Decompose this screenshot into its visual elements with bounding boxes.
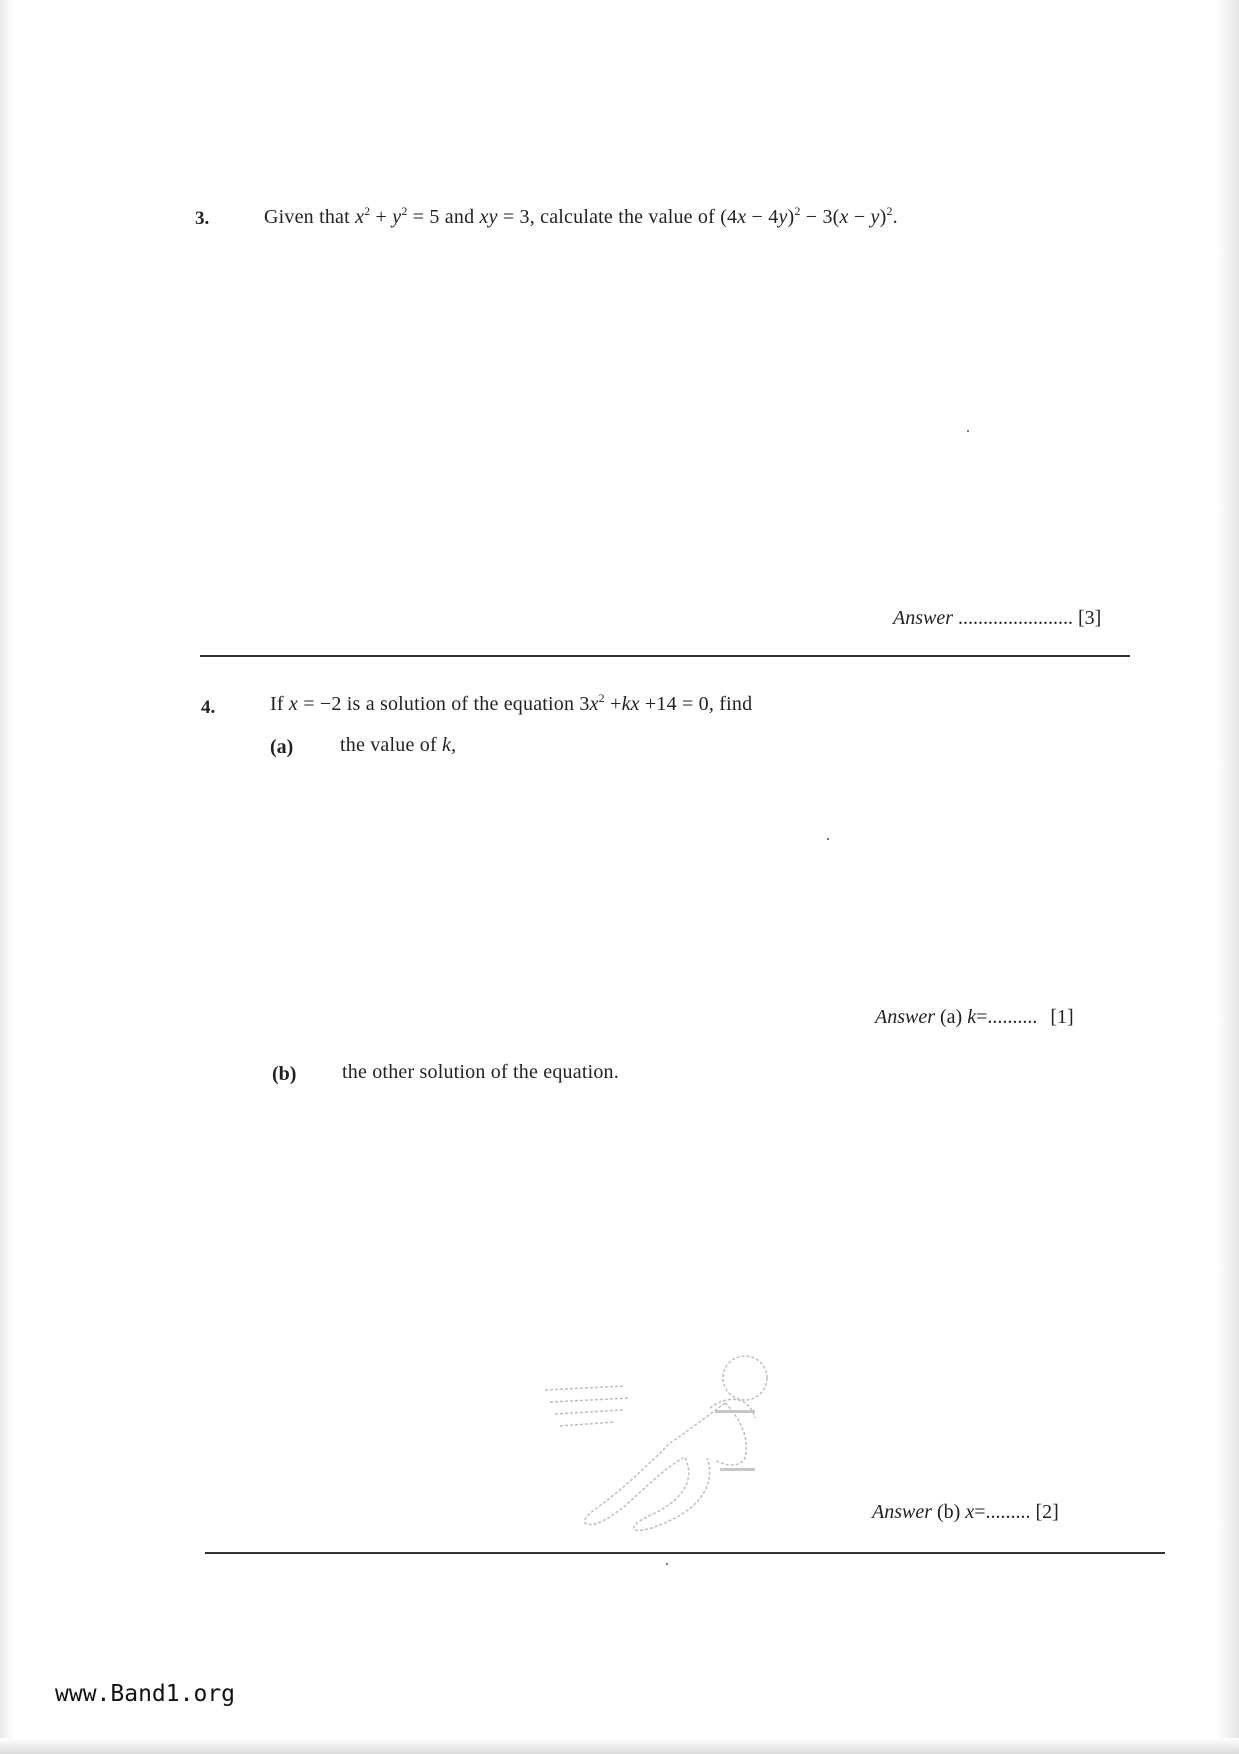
marks: [2] bbox=[1035, 1501, 1059, 1523]
scan-speck bbox=[666, 1563, 668, 1565]
page-shadow-bottom bbox=[0, 1738, 1239, 1754]
footer-url: www.Band1.org bbox=[55, 1681, 236, 1707]
question-4-stem: If x = −2 is a solution of the equation $3x^2 +kx +14 = 0$, find bbox=[270, 691, 753, 715]
page-shadow-right bbox=[1217, 0, 1239, 1754]
scan-speck bbox=[967, 430, 969, 432]
runner-watermark-icon bbox=[535, 1348, 785, 1538]
answer-blank: ....................... bbox=[958, 607, 1073, 629]
marks: [1] bbox=[1050, 1006, 1074, 1028]
part-b-answer: Answer (b) x=......... [2] bbox=[872, 1501, 1059, 1523]
section-divider bbox=[200, 655, 1130, 657]
part-b-label: (b) bbox=[272, 1063, 297, 1085]
question-3-number: 3. bbox=[195, 208, 210, 229]
scan-speck bbox=[827, 838, 829, 840]
part-a-label: (a) bbox=[270, 736, 294, 758]
part-b-text: the other solution of the equation. bbox=[342, 1061, 619, 1083]
question-3-answer: Answer ....................... [3] bbox=[893, 607, 1102, 629]
marks: [3] bbox=[1078, 607, 1102, 629]
page-shadow-left bbox=[0, 0, 14, 1754]
question-3-text: Given that $x^2 + y^2 = 5$ and xy = 3, calculate the value of $(4x - 4y)^2 - 3(x - y)^2$. bbox=[264, 204, 898, 228]
section-divider bbox=[205, 1552, 1165, 1554]
question-4-number: 4. bbox=[201, 697, 216, 718]
part-a-text: the value of k, bbox=[340, 734, 457, 756]
part-a-answer: Answer (a) k=.......... [1] bbox=[875, 1006, 1074, 1028]
